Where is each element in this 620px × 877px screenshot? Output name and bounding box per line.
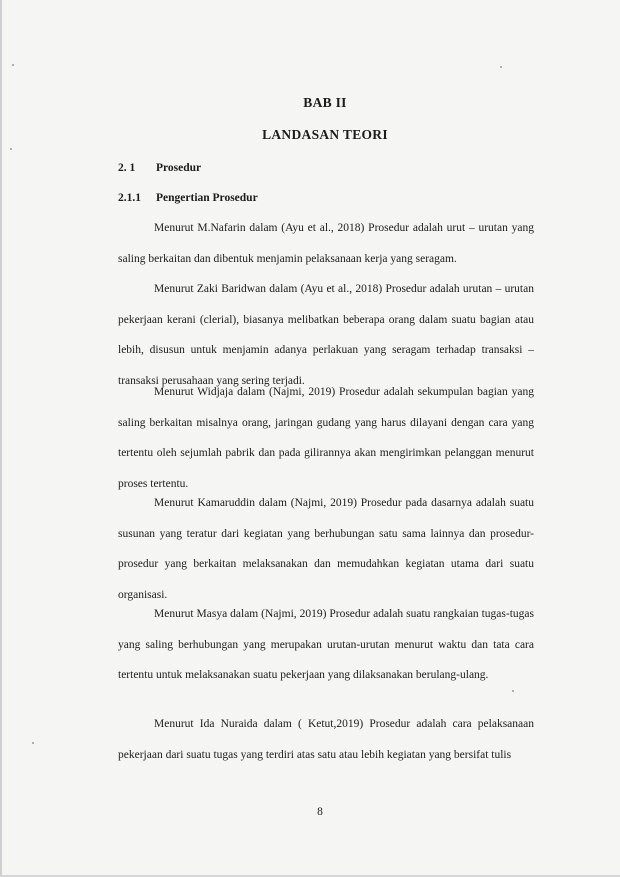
chapter-heading: BAB II	[303, 95, 347, 110]
paragraph: Menurut M.Nafarin dalam (Ayu et al., 2018) Prosedur adalah urut – urutan yang saling berkaitan dan dibentuk menjamin pelaksanaan kerja yang seragam.	[118, 222, 534, 265]
chapter-title: LANDASAN TEORI	[262, 127, 388, 142]
paragraph: Menurut Widjaja dalam (Najmi, 2019) Prosedur adalah sekumpulan bagian yang saling berkaitan misalnya orang, jaringan gudang yang harus dilayani dengan cara yang tertentu oleh sejumlah pabrik dan pada gilirannya akan mengirimkan pelanggan menurut proses tertentu.	[118, 386, 534, 490]
page-number: 8	[317, 806, 323, 818]
subsection-number: 2.1.1	[118, 192, 141, 204]
subsection-heading	[118, 192, 258, 204]
section-number: 2. 1	[118, 162, 136, 174]
scan-speck	[12, 64, 14, 66]
scan-speck	[10, 148, 12, 150]
section-heading	[118, 162, 201, 174]
paragraph: Menurut Ida Nuraida dalam ( Ketut,2019) Prosedur adalah cara pelaksanaan pekerjaan dari suatu tugas yang terdiri atas satu atau lebih kegiatan yang bersifat tulis	[118, 718, 534, 761]
section-title: Prosedur	[156, 162, 202, 174]
subsection-title: Pengertian Prosedur	[156, 192, 258, 204]
scan-edge-left	[0, 0, 2, 877]
paragraph: Menurut Zaki Baridwan dalam (Ayu et al., 2018) Prosedur adalah urutan – urutan pekerjaan kerani (clerial), biasanya melibatkan beberapa orang dalam suatu bagian atau lebih, disusun untuk menjamin adanya perlakuan yang seragam terhadap transaksi – transaksi perusahaan yang sering terjadi.	[118, 283, 534, 387]
paragraph: Menurut Kamaruddin dalam (Najmi, 2019) Prosedur pada dasarnya adalah suatu susunan yang teratur dari kegiatan yang berhubungan satu sama lainnya dan prosedur-prosedur yang berkaitan melaksanakan dan memudahkan kegiatan utama dari suatu organisasi.	[118, 497, 534, 601]
scan-speck	[32, 742, 34, 744]
paragraph: Menurut Masya dalam (Najmi, 2019) Prosedur adalah suatu rangkaian tugas-tugas yang saling berhubungan yang merupakan urutan-urutan menurut waktu dan tata cara tertentu untuk melaksanakan suatu pekerjaan yang dilaksanakan berulang-ulang.	[118, 608, 534, 681]
scan-speck	[500, 66, 502, 68]
